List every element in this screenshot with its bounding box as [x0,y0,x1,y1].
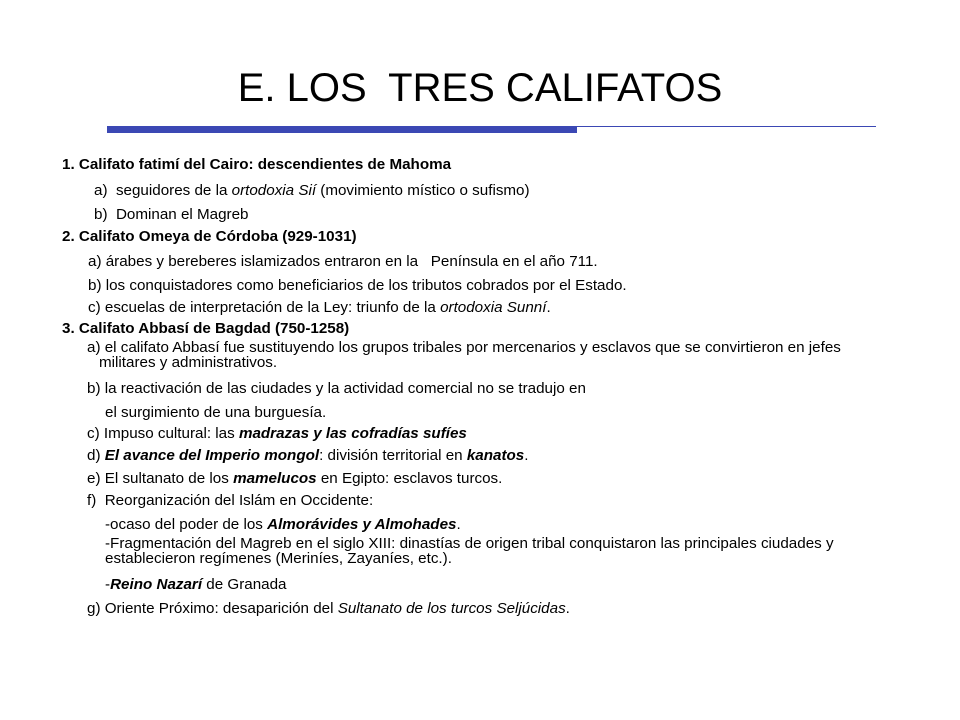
section-3-heading: 3. Califato Abbasí de Bagdad (750-1258) [62,320,350,337]
item-emphasis: ortodoxia Sií [231,182,317,199]
item-text: a) seguidores de la [94,182,232,199]
section-3-item-c [87,424,467,444]
section-3-item-f-point-1 [105,515,461,535]
section-3-item-f-point-2 [87,536,885,566]
item-text: . [456,516,461,533]
item-text: -Fragmentación del Magreb en el siglo XIII: dinastías de origen tribal conquistaron las principales ciudades y establecieron regímenes (Meriníes, Zayaníes, etc.). [105,535,834,567]
item-text: g) Oriente Próximo: desaparición del [87,600,338,617]
section-3-item-a: a) el califato Abbasí fue sustituyendo los grupos tribales por mercenarios y esclavos que se convirtieron en jefes militares y administrativos. [87,339,841,371]
item-text: - [105,576,111,593]
item-text: . [565,600,570,617]
section-3-item-f: f) Reorganización del Islám en Occidente: [87,492,374,509]
item-emphasis: mamelucos [233,470,317,487]
section-2-heading: 2. Califato Omeya de Córdoba (929-1031) [62,228,357,245]
item-emphasis: ortodoxia Sunní [440,299,547,316]
title-underline-thin [577,126,876,127]
item-text: c) escuelas de interpretación de la Ley: triunfo de la [88,299,441,316]
item-text: -ocaso del poder de los [105,516,268,533]
item-text: . [546,299,551,316]
item-text: e) El sultanato de los [87,470,234,487]
item-emphasis: Almorávides y Almohades [267,516,457,533]
section-3-item-d [87,446,528,466]
item-emphasis: kanatos [466,447,525,464]
section-1-item-a [94,181,530,201]
section-3-item-f-point-3 [105,575,287,595]
slide-title: E. LOS TRES CALIFATOS [237,66,723,110]
section-1-item-b: b) Dominan el Magreb [94,206,249,223]
item-text: : división territorial en [319,447,467,464]
item-text: c) Impuso cultural: las [87,425,239,442]
item-emphasis: Sultanato de los turcos Seljúcidas [337,600,566,617]
item-text: en Egipto: esclavos turcos. [316,470,503,487]
section-2-item-b: b) los conquistadores como beneficiarios de los tributos cobrados por el Estado. [88,277,627,294]
section-3-item-b-line-1: b) la reactivación de las ciudades y la actividad comercial no se tradujo en [87,380,586,397]
item-text: d) [87,447,105,464]
section-3-item-g [87,599,570,619]
item-emphasis: Reino Nazarí [110,576,203,593]
title-underline-thick [107,126,577,133]
item-text: (movimiento místico o sufismo) [316,182,530,199]
section-3-item-b-line-2: el surgimiento de una burguesía. [105,404,327,421]
section-2-item-c [88,298,551,318]
item-text: . [524,447,529,464]
section-3-item-e [87,469,502,489]
item-text: de Granada [202,576,287,593]
item-emphasis: El avance del Imperio mongol [104,447,320,464]
item-emphasis: madrazas y las cofradías sufíes [238,425,467,442]
section-2-item-a: a) árabes y bereberes islamizados entraron en la Península en el año 711. [88,253,598,270]
section-1-heading: 1. Califato fatimí del Cairo: descendientes de Mahoma [62,156,452,173]
